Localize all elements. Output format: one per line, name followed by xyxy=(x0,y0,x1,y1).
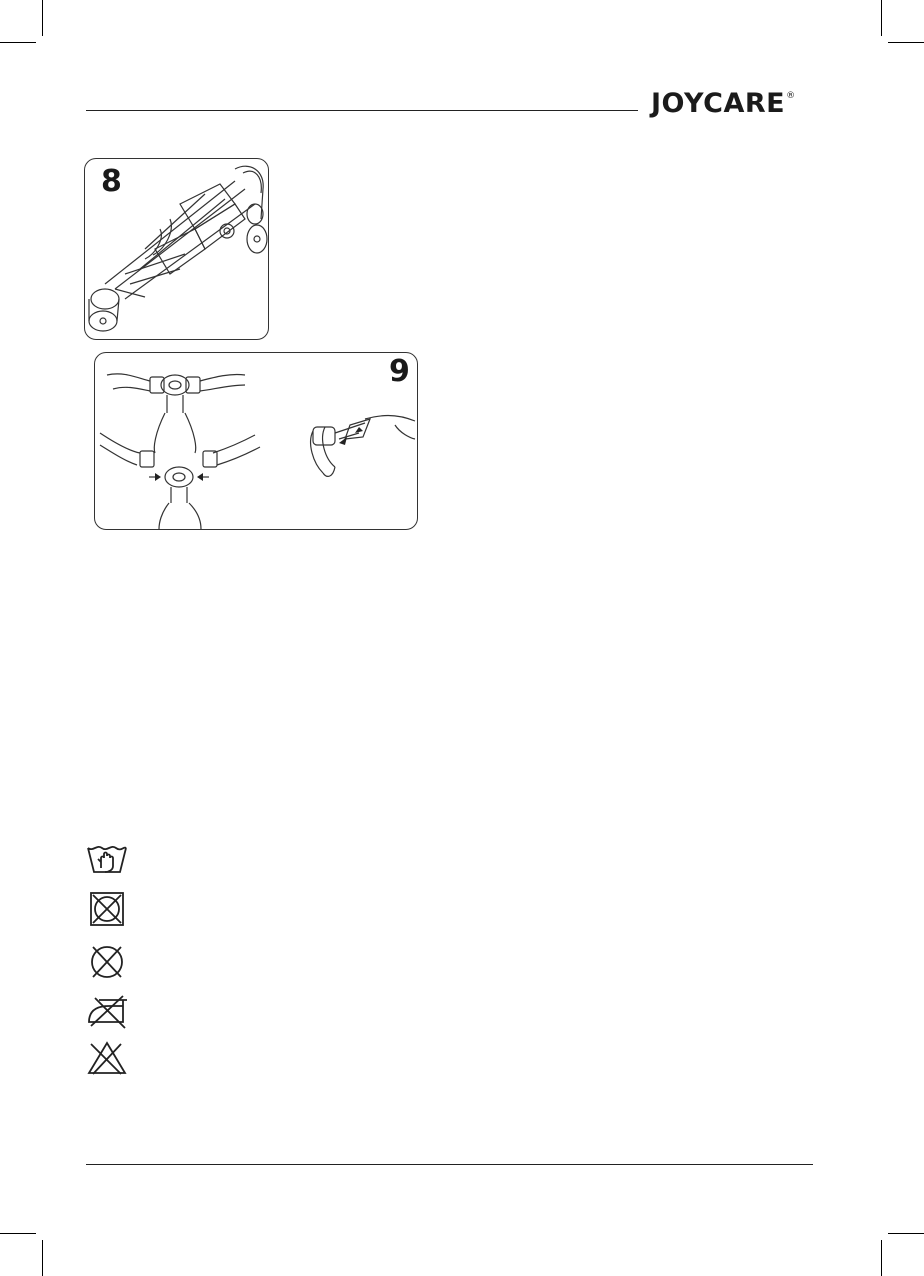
header-rule xyxy=(86,110,638,111)
crop-mark-bottom-right-h xyxy=(888,1233,924,1234)
folded-stroller-illustration xyxy=(85,159,268,339)
crop-mark-top-right xyxy=(881,0,882,36)
figure-9-number: 9 xyxy=(389,354,410,389)
no-iron-icon xyxy=(85,994,129,1030)
no-dry-clean-icon xyxy=(85,944,129,980)
hand-wash-icon xyxy=(85,840,129,876)
crop-mark-top-right-h xyxy=(888,42,924,43)
footer-rule xyxy=(86,1164,813,1165)
no-tumble-dry-icon xyxy=(85,891,129,927)
no-bleach-icon xyxy=(85,1040,129,1076)
crop-mark-top-left xyxy=(42,0,43,36)
harness-buckle-illustration xyxy=(95,353,417,529)
crop-mark-top-left-h xyxy=(0,42,36,43)
brand-name: JOYCARE xyxy=(651,88,786,119)
registered-mark: ® xyxy=(786,91,796,101)
figure-8-panel xyxy=(84,158,269,340)
figure-8-number: 8 xyxy=(101,164,122,199)
figure-9-panel xyxy=(94,352,418,530)
crop-mark-bottom-left xyxy=(42,1240,43,1276)
crop-mark-bottom-left-h xyxy=(0,1233,36,1234)
brand-logo xyxy=(651,90,796,117)
crop-mark-bottom-right xyxy=(881,1240,882,1276)
